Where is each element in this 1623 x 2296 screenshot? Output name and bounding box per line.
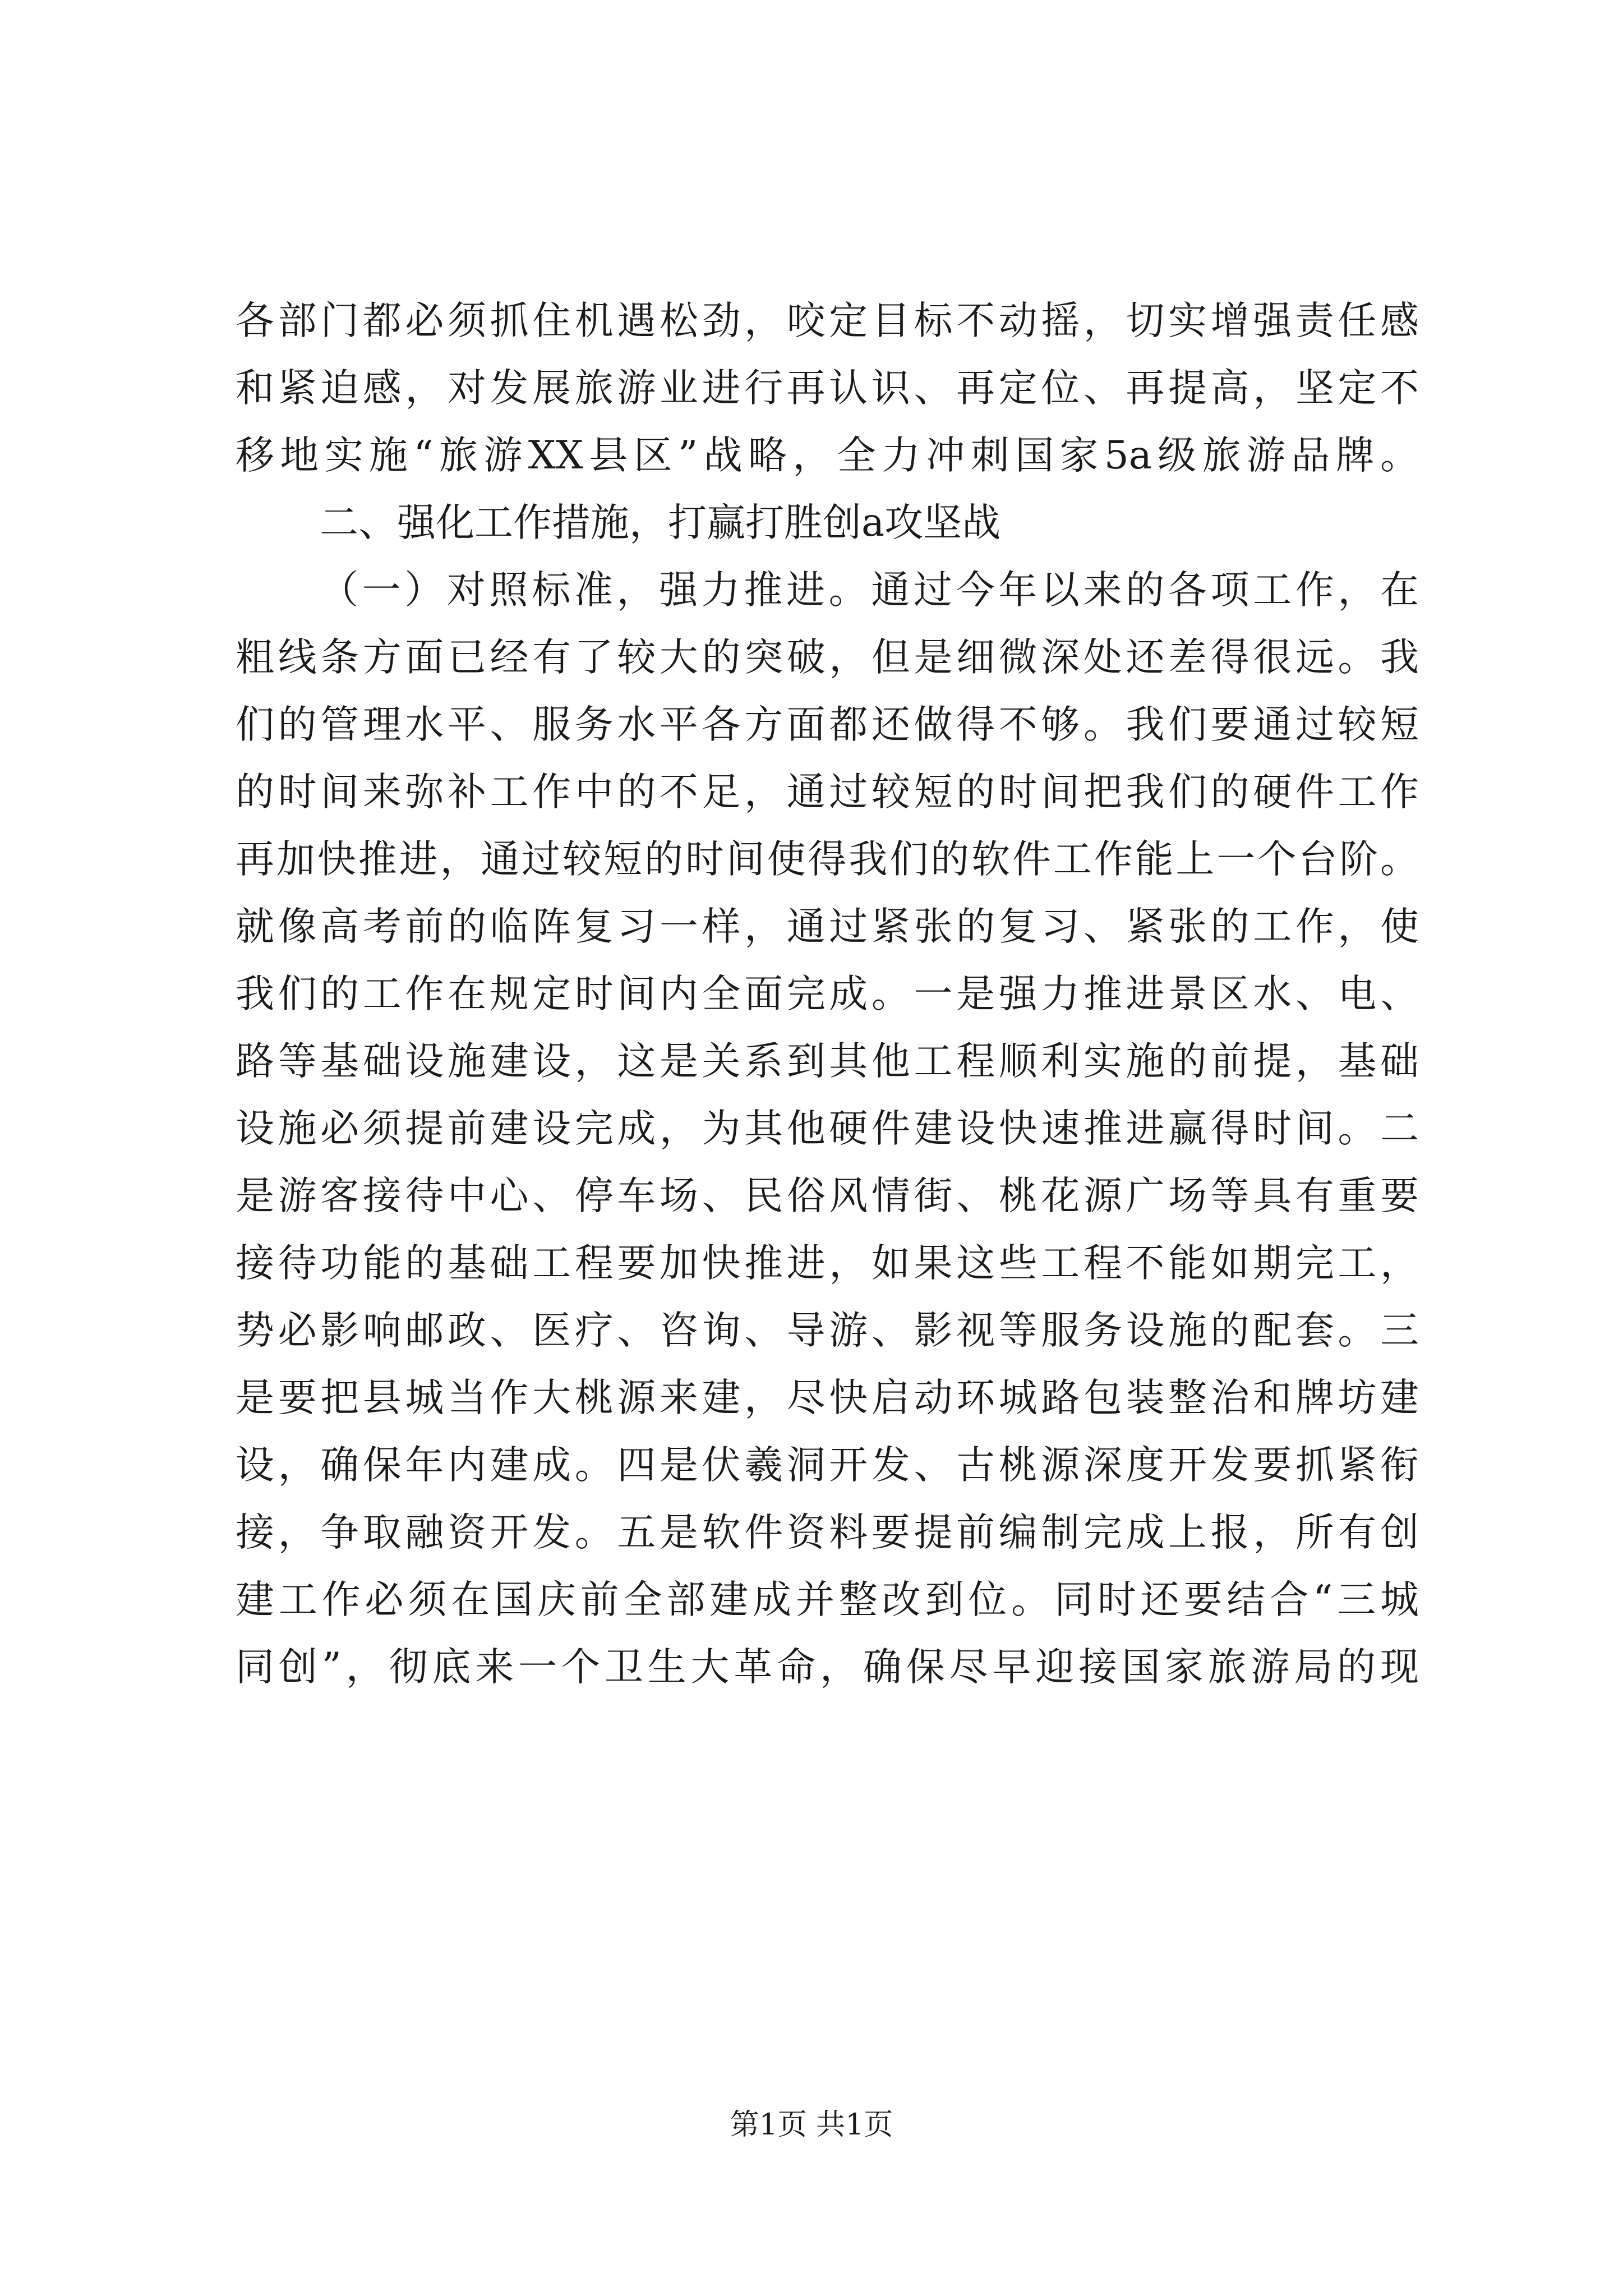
body-text-line: 的时间来弥补工作中的不足，通过较短的时间把我们的硬件工作 [236,770,1419,815]
body-text-line: 设施必须提前建设完成，为其他硬件建设快速推进赢得时间。二 [236,1106,1419,1151]
body-text-line: 各部门都必须抓住机遇松劲，咬定目标不动摇，切实增强责任感 [236,298,1419,343]
body-text-line: 同创”，彻底来一个卫生大革命，确保尽早迎接国家旅游局的现 [236,1645,1419,1690]
body-text-line: 再加快推进，通过较短的时间使得我们的软件工作能上一个台阶。 [236,837,1419,882]
body-text-line: 接，争取融资开发。五是软件资料要提前编制完成上报，所有创 [236,1510,1419,1555]
body-text-line: 接待功能的基础工程要加快推进，如果这些工程不能如期完工， [236,1241,1419,1286]
body-text-line: 粗线条方面已经有了较大的突破，但是细微深处还差得很远。我 [236,635,1419,680]
body-text-line: 势必影响邮政、医疗、咨询、导游、影视等服务设施的配套。三 [236,1308,1419,1353]
body-text-line: 建工作必须在国庆前全部建成并整改到位。同时还要结合“三城 [236,1577,1419,1622]
body-text-line: 们的管理水平、服务水平各方面都还做得不够。我们要通过较短 [236,702,1419,747]
body-text-line: 和紧迫感，对发展旅游业进行再认识、再定位、再提高，坚定不 [236,366,1419,411]
body-text-line: 就像高考前的临阵复习一样，通过紧张的复习、紧张的工作，使 [236,904,1419,949]
body-text-line: 路等基础设施建设，这是关系到其他工程顺利实施的前提，基础 [236,1039,1419,1084]
section-heading: 二、强化工作措施，打赢打胜创a攻坚战 [320,500,1001,545]
body-text-line: （一）对照标准，强力推进。通过今年以来的各项工作，在 [320,568,1419,613]
body-text-line: 设，确保年内建成。四是伏羲洞开发、古桃源深度开发要抓紧衔 [236,1443,1419,1488]
body-text-line: 我们的工作在规定时间内全面完成。一是强力推进景区水、电、 [236,972,1419,1016]
body-text-line: 移地实施“旅游XX县区”战略，全力冲刺国家5a级旅游品牌。 [236,433,1419,478]
page-number-footer: 第1页 共1页 [730,2108,893,2142]
body-text-line: 是要把县城当作大桃源来建，尽快启动环城路包装整治和牌坊建 [236,1375,1419,1420]
body-text-line: 是游客接待中心、停车场、民俗风情街、桃花源广场等具有重要 [236,1174,1419,1218]
